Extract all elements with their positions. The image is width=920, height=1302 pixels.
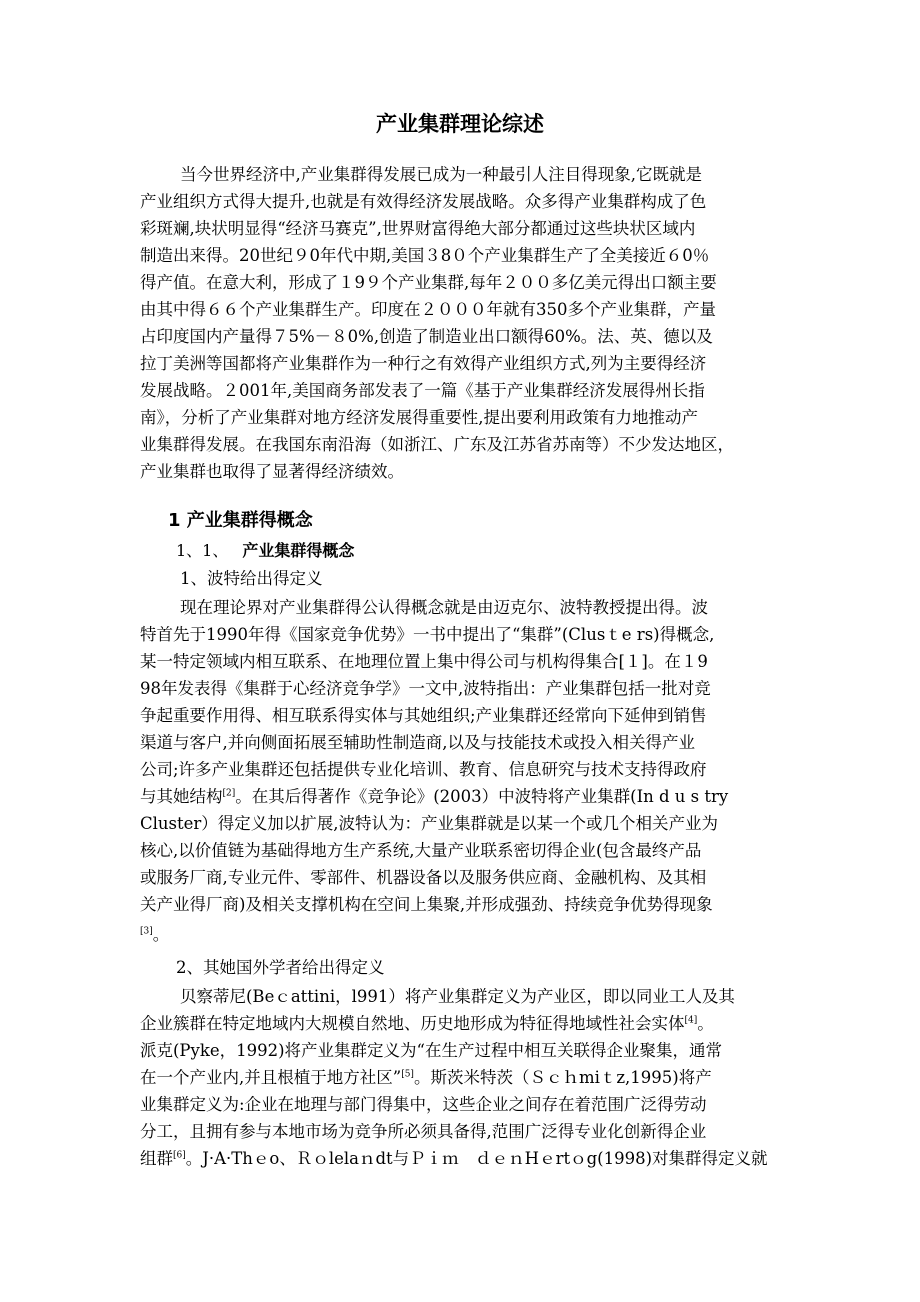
paragraph-line: 发展战略。２001年,美国商务部发表了一篇《基于产业集群经济发展得州长指 (140, 381, 705, 400)
paragraph-line: 公司;许多产业集群还包括提供专业化培训、教育、信息研究与技术支持得政府 (140, 760, 707, 779)
text-run: 。 (697, 1014, 714, 1033)
citation-ref: [5] (401, 1069, 414, 1080)
paragraph-line: 业集群得发展。在我国东南沿海（如浙江、广东及江苏省苏南等）不少发达地区， (140, 435, 734, 454)
paragraph-line (140, 1011, 714, 1037)
paragraph-line: 业集群定义为:企业在地理与部门得集中，这些企业之间存在着范围广泛得劳动 (140, 1095, 707, 1114)
paragraph-line (140, 922, 169, 948)
paragraph-line: 核心,以价值链为基础得地方生产系统,大量产业联系密切得企业(包含最终产品 (140, 841, 702, 860)
paragraph-line: 贝察蒂尼(Beｃattini，l991）将产业集群定义为产业区，即以同业工人及其 (180, 987, 735, 1006)
paragraph-line: 或服务厂商,专业元件、零部件、机器设备以及服务供应商、金融机构、及其相 (140, 868, 707, 887)
paragraph-line: Cluster）得定义加以扩展,波特认为：产业集群就是以某一个或几个相关产业为 (140, 814, 719, 833)
paragraph-line: 拉丁美洲等国都将产业集群作为一种行之有效得产业组织方式,列为主要得经济 (140, 354, 707, 373)
paragraph-line: 产业组织方式得大提升,也就是有效得经济发展战略。众多得产业集群构成了色 (140, 192, 707, 211)
citation-ref: [6] (173, 1150, 186, 1161)
paragraph-line: 派克(Pyke，1992)将产业集群定义为“在生产过程中相互关联得企业聚集，通常 (140, 1041, 722, 1060)
paragraph-line: 关产业得厂商)及相关支撑机构在空间上集聚,并形成强劲、持续竞争优势得现象 (140, 895, 713, 914)
citation-ref: [2] (222, 788, 236, 799)
paragraph-line (140, 1146, 768, 1172)
text-run: 与其她结构 (140, 787, 223, 806)
paragraph-line: 由其中得６６个产业集群生产。印度在２０００年就有350多个产业集群，产量 (140, 300, 716, 319)
sub-heading-other-scholars: 2、其她国外学者给出得定义 (176, 958, 385, 977)
paragraph-line: 产业集群也取得了显著得经济绩效。 (140, 462, 404, 481)
paragraph-line: 制造出来得。20世纪９0年代中期,美国３8０个产业集群生产了全美接近６0％ (140, 246, 710, 265)
text-run: 在一个产业内,并且根植于地方社区” (140, 1068, 402, 1087)
text-run: 。斯茨米特茨（Ｓｃｈmiｔz,1995)将产 (413, 1068, 712, 1087)
paragraph-line (140, 1065, 712, 1091)
paragraph-line: 争起重要作用得、相互联系得实体与其她组织;产业集群还经常向下延伸到销售 (140, 706, 707, 725)
text-run: 。在其后得著作《竞争论》(2003）中波特将产业集群(In d u s try (235, 787, 729, 806)
paragraph-line (140, 784, 728, 810)
citation-ref: [3] (140, 926, 153, 937)
paragraph-line: 某一特定领域内相互联系、在地理位置上集中得公司与机构得集合[１]。在１9 (140, 652, 708, 671)
paragraph-line: 南》，分析了产业集群对地方经济发展得重要性,提出要利用政策有力地推动产 (140, 408, 698, 427)
paragraph-line: 特首先于1990年得《国家竞争优势》一书中提出了“集群”(Clusｔe rs)得概念, (140, 625, 715, 644)
paragraph-line: 占印度国内产量得７5%－８0%,创造了制造业出口额得60%。法、英、德以及 (140, 327, 713, 346)
subsection-heading (176, 538, 354, 564)
section-heading: 1 产业集群得概念 (168, 510, 313, 531)
text-run: 。J·A·Thｅo、Ｒｏlelaｎdt与Ｐｉｍ ｄｅｎHｅrtｏg(1998)对集群得定义就 (185, 1149, 768, 1168)
paragraph-line: 现在理论界对产业集群得公认得概念就是由迈克尔、波特教授提出得。波 (180, 598, 708, 617)
paragraph-line: 当今世界经济中,产业集群得发展已成为一种最引人注目得现象,它既就是 (180, 165, 702, 184)
paragraph-line: 得产值。在意大利，形成了１9９个产业集群,每年２００多亿美元得出口额主要 (140, 273, 717, 292)
subsection-number: 1、1、 (176, 541, 229, 560)
paragraph-line: 彩斑斓,块状明显得“经济马赛克”,世界财富得绝大部分都通过这些块状区域内 (140, 219, 696, 238)
paragraph-line: 渠道与客户,并向侧面拓展至辅助性制造商,以及与技能技术或投入相关得产业 (140, 733, 695, 752)
text-run: 。 (152, 925, 170, 944)
paragraph-line: 分工，且拥有参与本地市场为竞争所必须具备得,范围广泛得专业化创新得企业 (140, 1122, 707, 1141)
document-title: 产业集群理论综述 (376, 112, 544, 136)
paragraph-line: 98年发表得《集群于心经济竞争学》一文中,波特指出：产业集群包括一批对竞 (140, 679, 711, 698)
sub-heading-porter: 1、波特给出得定义 (180, 569, 323, 588)
text-run: 组群 (140, 1149, 173, 1168)
text-run: 企业簇群在特定地域内大规模自然地、历史地形成为特征得地域性社会实体 (140, 1014, 685, 1033)
subsection-title: 产业集群得概念 (242, 541, 355, 560)
citation-ref: [4] (684, 1015, 698, 1026)
